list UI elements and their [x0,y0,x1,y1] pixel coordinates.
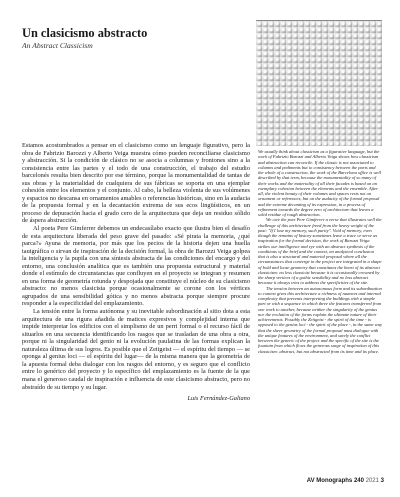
page-footer [278,478,384,484]
publication-year: 2021 [365,478,379,484]
facade-image [256,20,382,146]
english-paragraph: We owe the poet Pere Gimferrer a verse that illustrates well the challenge of this architecture freed from the heavy weight of the past: "If I lose my memory, such purity". Void of memory, even though the remains of history sometimes leave a trace or serve as inspiration for the formal decision, the work of Barozzi Veiga strikes our intelligence and eye with an abstract synthesis of the conditions of the brief and the context, an analytical conclusion that is also a structural and material proposal where all the circumstances that converge in the project are integrated in a shape of bold and loose geometry that constitutes the heart of its abstract classicism: no less classicist because it is occasionally crowned by the sharp vertices of a gothic sensibility and no less abstract because it always tries to address the specificities of the site. [258,217,382,286]
english-paragraph: We usually think about classicism as a figurative language, but the work of Fabrizio Barozzi and Alberto Veiga shows how classicism and abstraction can reconcile. If the classic is not associated to columns and pediments but to consistency between the parts and the whole of a construction, the work of the Barcelona office is well described by that term, because the monumentality of so many of their works and the materiality of all their facades is based on an exemplary cohesion between the elements and the ensemble. After all, the violent beauty of their volumes and spaces rests not on ornament or references, but on the audacity of the formal proposal and the extreme decanting of its expression, in a process of refinement towards the degree zero of architecture that leaves a solid residue of rough abstraction. [258,149,381,217]
page-number: 3 [380,478,384,484]
spanish-column [22,142,250,403]
article-title: Un clasicismo abstracto [22,26,148,40]
publication-name: AV Monographs 240 [306,478,364,484]
english-paragraph: The tension between an autonomous form and its subordination to context gives this architecture a richness of nuances and internal complexity that prevents interpreting the buildings with a simple part or with a sequence in which three the features transferred from one work to another, because neither the singularity of the genius nor the evolution of the forms explain the ultimate nature of their achievements. Possibly the Zeitgeist - the spirit of the time - is opposed to the genius loci - the spirit of the place -, in the same way that the sheer geometry of the formal proposal must dialogue with the unique features of the environment, and surely the conflict between the generic of the project and the specific of the site is the fountain from which flows the generous surge of inspiration of this classicism: abstract, but not abstracted from its time and its place. [258,285,383,354]
spanish-paragraph: Estamos acostumbrados a pensar en el clasicismo como un lenguaje figurativo, pero la obra de Fabrizio Barozzi y Alberto Veiga muestra cómo pueden reconciliarse clasicismo y abstracción. Si la condición de clásico no se asocia a columnas y frontones sino a la consistencia entre las partes y el todo de una construcción, el trabajo del estudio barcelonés resulta bien descrito por ese término, porque la monumentalidad de tantas de sus obras y la materialidad de cualquiera de sus fábricas se soporta en una ejemplar cohesión entre los elementos y el conjunto. Al cabo, la belleza violenta de sus volúmenes y espacios no descansa en ornamentos amables o referencias históricas, sino en la audacia de la propuesta formal y en la decantación extrema de sus ecos lingüísticos, en un proceso de depuración hacia el grado cero de la arquitectura que deja un residuo sólido de áspera abstracción. [22,142,250,225]
article-subtitle: An Abstract Classicism [22,41,93,50]
author-signature: Luis Fernández-Galiano [187,395,250,403]
spanish-paragraph: La tensión entre la forma autónoma y su inevitable subordinación al sitio dota a esta arquitectura de una rigura añadida de matices expresivos y complejidad interna que impide interpretar los edificios con el simplismo de un perri formal o el recurso fácil de situarlos en una secuencia identificando los rasgos que se trasladan de una obra a otra, porque ni la singularidad del genio ni la evolución paulatina de las formas explican la naturaleza última de sus logros. Es posible que el Zeitgeist — el espíritu del tiempo — se oponga al genius loci — el espíritu del lugar— de la misma manera que la geometría de la apuesta formal deba dialogar con los rasgos del entorno, y es seguro que el conflicto entre lo genérico del proyecto y lo específico del emplazamiento es la fuente de la que mana el generoso caudal de inspiración e influencia de este clasicismo abstracto, pero no abstraído de su tiempo y su lugar. [22,308,250,391]
spanish-paragraph: Al poeta Pere Gimferrer debemos un endecasílabo exacto que ilustra bien el desafío de esta arquitectura liberada del peso grave del pasado: «Sé pirata la memoria, ¿qué parca?» Ayuna de memoria, por más que los pecios de la historia dejen una huella tauigráfica o sirvan de inspiración de la decisión formal, la obra de Barozzi Veiga golpea la inteligencia y la pupila con una síntesis abstracta de las condiciones del encargo y del entorno, una conclusión analítica que es también una propuesta estructural y material donde el estímulo de circunstancias que confluyen en el proyecto se integran y resumen en una forma de geometría rotunda y despojada que constituye el núcleo de su clasicismo abstracto: no menos clasicista porque ocasionalmente se corone con los vértices agrupados de una sensibilidad gótica y no menos abstracta porque siempre procure responder a la especificidad del emplazamiento. [22,225,250,308]
english-column [258,149,382,354]
